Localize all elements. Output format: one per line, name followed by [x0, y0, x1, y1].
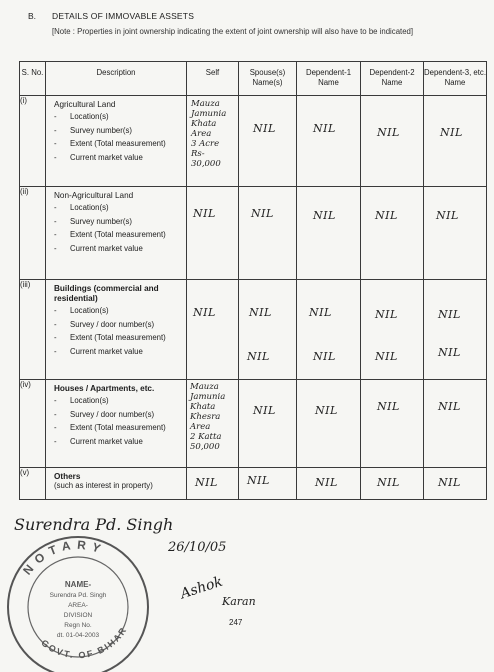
header-dependent-1: Dependent-1 Name: [297, 62, 361, 96]
row-item: - Survey number(s): [54, 217, 186, 228]
row-category: Others: [54, 472, 81, 481]
handwritten-value: NIL: [253, 122, 276, 135]
row-description: [46, 187, 187, 280]
table-row: [20, 96, 487, 187]
row-item: - Survey / door number(s): [54, 410, 186, 421]
handwritten-value: NIL: [247, 350, 270, 363]
header-dependent-3: Dependent-3, etc. Name: [424, 62, 487, 96]
row-sno: (ii): [20, 187, 46, 280]
self-cell: [187, 96, 239, 187]
table-row: [20, 280, 487, 380]
dependent-3-cell: [424, 187, 487, 280]
header-description: Description: [46, 62, 187, 96]
signature-date: 26/10/05: [168, 540, 227, 555]
handwritten-value: NIL: [193, 306, 216, 319]
handwritten-value: NIL: [438, 346, 461, 359]
row-description: [46, 280, 187, 380]
row-item: - Location(s): [54, 203, 186, 214]
row-sno: (i): [20, 96, 46, 187]
page-number: 247: [229, 618, 243, 627]
section-note: [Note : Properties in joint ownership indicating the extent of joint ownership will also have to be indicated]: [52, 27, 414, 36]
header-spouse: Spouse(s) Name(s): [239, 62, 297, 96]
handwritten-self-line: Jamunia: [190, 392, 226, 402]
handwritten-value: NIL: [315, 404, 338, 417]
row-category: Houses / Apartments, etc.: [54, 384, 155, 393]
second-signature-tail: Karan: [222, 595, 256, 608]
row-item: - Location(s): [54, 306, 186, 317]
table-header-row: [20, 62, 487, 96]
handwritten-self-line: Mauza: [190, 382, 219, 392]
notary-stamp: [0, 525, 165, 672]
section-title: DETAILS OF IMMOVABLE ASSETS: [52, 11, 195, 21]
spouse-cell: [239, 280, 297, 380]
handwritten-self-line: Area: [190, 422, 211, 432]
dependent-3-cell: [424, 468, 487, 500]
dependent-2-cell: [361, 187, 424, 280]
handwritten-value: NIL: [377, 476, 400, 489]
handwritten-self-line: 50,000: [190, 442, 220, 452]
svg-text:GOVT. OF BIHAR: GOVT. OF BIHAR: [39, 624, 130, 661]
dependent-3-cell: [424, 280, 487, 380]
svg-text:AREA-: AREA-: [68, 602, 88, 609]
self-cell: [187, 280, 239, 380]
row-subtext: (such as interest in property): [54, 481, 153, 490]
handwritten-self-line: Rs-: [191, 149, 205, 159]
row-item: - Survey / door number(s): [54, 320, 186, 331]
row-description: [46, 380, 187, 468]
handwritten-value: NIL: [436, 209, 459, 222]
handwritten-value: NIL: [375, 209, 398, 222]
handwritten-value: NIL: [253, 404, 276, 417]
row-category: Buildings (commercial and residential): [54, 284, 159, 303]
svg-text:DIVISION: DIVISION: [63, 612, 93, 619]
handwritten-self-line: Khata: [190, 402, 216, 412]
spouse-cell: [239, 468, 297, 500]
spouse-cell: [239, 96, 297, 187]
handwritten-self-line: Jamunia: [191, 109, 227, 119]
handwritten-self-line: Khata: [191, 119, 217, 129]
table-row: [20, 380, 487, 468]
dependent-3-cell: [424, 96, 487, 187]
row-sno: (v): [20, 468, 46, 500]
signature: Surendra Pd. Singh: [14, 515, 174, 534]
row-item: - Extent (Total measurement): [54, 333, 186, 344]
handwritten-value: NIL: [313, 122, 336, 135]
handwritten-value: NIL: [313, 209, 336, 222]
table-row: [20, 468, 487, 500]
handwritten-value: NIL: [309, 306, 332, 319]
self-cell: [187, 380, 239, 468]
second-signature: Ashok: [178, 573, 225, 603]
dependent-1-cell: [297, 280, 361, 380]
dependent-2-cell: [361, 280, 424, 380]
section-letter: B.: [28, 11, 37, 21]
row-item: - Extent (Total measurement): [54, 139, 186, 150]
dependent-2-cell: [361, 468, 424, 500]
row-item: - Current market value: [54, 244, 186, 255]
handwritten-self-line: 2 Katta: [190, 432, 222, 442]
row-category: Agricultural Land: [54, 100, 116, 109]
handwritten-self-line: 30,000: [191, 159, 221, 169]
row-description: [46, 468, 187, 500]
handwritten-value: NIL: [313, 350, 336, 363]
immovable-assets-table: [19, 61, 487, 500]
svg-text:dt. 01-04-2003: dt. 01-04-2003: [56, 632, 100, 639]
svg-text:NAME-: NAME-: [64, 580, 92, 589]
handwritten-self-line: Mauza: [191, 99, 220, 109]
table-row: [20, 187, 487, 280]
row-sno: (iv): [20, 380, 46, 468]
row-item: - Current market value: [54, 437, 186, 448]
dependent-2-cell: [361, 380, 424, 468]
row-category: Non-Agricultural Land: [54, 191, 134, 200]
row-item: - Current market value: [54, 153, 186, 164]
svg-text:Regn No.: Regn No.: [64, 622, 92, 629]
dependent-1-cell: [297, 187, 361, 280]
row-item: - Survey number(s): [54, 126, 186, 137]
dependent-3-cell: [424, 380, 487, 468]
handwritten-value: NIL: [438, 476, 461, 489]
dependent-1-cell: [297, 468, 361, 500]
handwritten-self-line: Khesra: [190, 412, 221, 422]
handwritten-value: NIL: [315, 476, 338, 489]
row-item: - Extent (Total measurement): [54, 230, 186, 241]
svg-text:Surendra Pd. Singh: Surendra Pd. Singh: [49, 592, 107, 599]
row-sno: (iii): [20, 280, 46, 380]
row-item: - Extent (Total measurement): [54, 423, 186, 434]
dependent-1-cell: [297, 96, 361, 187]
handwritten-self-line: Area: [191, 129, 212, 139]
dependent-1-cell: [297, 380, 361, 468]
handwritten-value: NIL: [377, 126, 400, 139]
handwritten-value: NIL: [193, 207, 216, 220]
handwritten-value: NIL: [438, 400, 461, 413]
header-dependent-2: Dependent-2 Name: [361, 62, 424, 96]
row-item: - Location(s): [54, 112, 186, 123]
row-description: [46, 96, 187, 187]
spouse-cell: [239, 187, 297, 280]
self-cell: [187, 468, 239, 500]
self-cell: [187, 187, 239, 280]
row-item: - Current market value: [54, 347, 186, 358]
handwritten-value: NIL: [375, 308, 398, 321]
handwritten-value: NIL: [247, 474, 270, 487]
handwritten-value: NIL: [195, 476, 218, 489]
handwritten-value: NIL: [249, 306, 272, 319]
handwritten-value: NIL: [377, 400, 400, 413]
handwritten-value: NIL: [440, 126, 463, 139]
spouse-cell: [239, 380, 297, 468]
header-sno: S. No.: [20, 62, 46, 96]
header-self: Self: [187, 62, 239, 96]
handwritten-self-line: 3 Acre: [191, 139, 220, 149]
row-item: - Location(s): [54, 396, 186, 407]
handwritten-value: NIL: [438, 308, 461, 321]
dependent-2-cell: [361, 96, 424, 187]
svg-text:NOTARY: NOTARY: [20, 537, 109, 578]
handwritten-value: NIL: [375, 350, 398, 363]
handwritten-value: NIL: [251, 207, 274, 220]
